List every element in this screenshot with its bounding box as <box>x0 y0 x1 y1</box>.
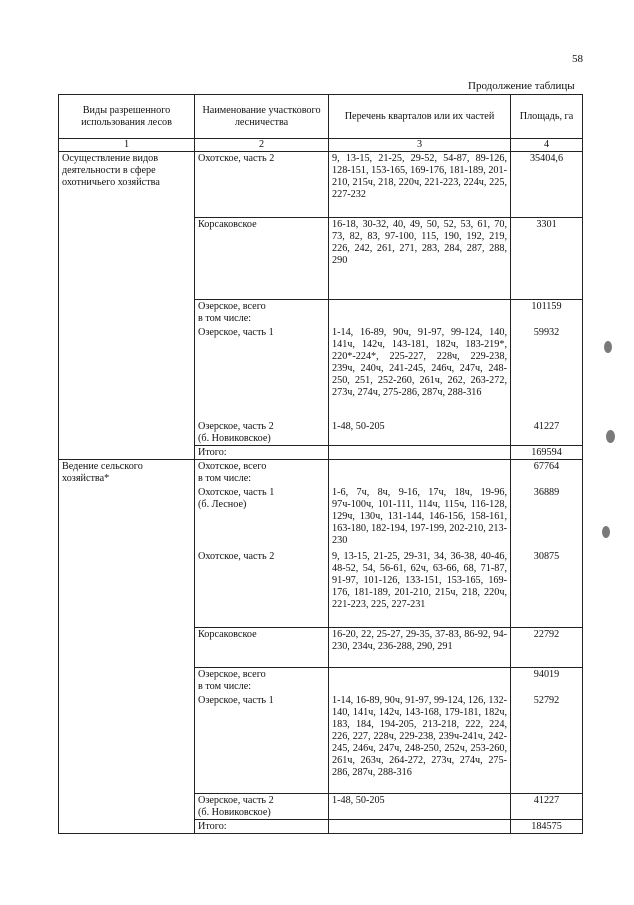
table-row <box>59 152 583 218</box>
quarters-cell: 16-20, 22, 25-27, 29-35, 37-83, 86-92, 94-230, 234ч, 236-288, 290, 291 <box>329 628 511 668</box>
column-number: 4 <box>511 139 583 152</box>
forestry-including-label: в том числе: <box>198 313 252 324</box>
quarters-cell <box>329 300 511 326</box>
forestry-name-cell <box>195 420 329 446</box>
header-use-type: Виды разрешенного использования лесов <box>59 95 195 139</box>
column-number-row <box>59 139 583 152</box>
forestry-name-cell <box>195 300 329 326</box>
forestry-former-name: (б. Новиковское) <box>198 432 271 444</box>
quarters-cell <box>329 460 511 486</box>
quarters-cell: 1-6, 7ч, 8ч, 9-16, 17ч, 18ч, 19-96, 97ч-100ч, 101-111, 114ч, 115ч, 116-128, 129ч, 130ч, 131-144, 146-156, 158-161, 163-180, 182-194, 197-199, 202-210, 213-230 <box>329 486 511 550</box>
forestry-part-name: Охотское, часть 1 <box>198 486 275 498</box>
forestry-including-label: в том числе: <box>198 473 252 484</box>
area-cell: 35404,6 <box>511 152 583 218</box>
area-cell: 41227 <box>511 420 583 446</box>
total-label: Итого: <box>195 820 329 834</box>
header-forestry-name: Наименование участкового лесничества <box>195 95 329 139</box>
total-area: 184575 <box>511 820 583 834</box>
area-cell: 101159 <box>511 300 583 326</box>
area-cell: 41227 <box>511 794 583 820</box>
forestry-name-cell <box>195 668 329 694</box>
forestry-name-cell: Озерское, часть 1 <box>195 694 329 794</box>
forestry-total-name: Озерское, всего <box>198 301 266 312</box>
area-cell: 30875 <box>511 550 583 628</box>
use-type-cell: Осуществление видов деятельности в сфере охотничьего хозяйства <box>59 152 195 460</box>
scan-hole-mark <box>606 430 615 443</box>
forestry-part-name: Озерское, часть 2 <box>198 420 274 432</box>
forestry-former-name: (б. Лесное) <box>198 498 247 510</box>
use-type-cell: Ведение сельского хозяйства* <box>59 460 195 834</box>
area-cell: 94019 <box>511 668 583 694</box>
area-cell: 22792 <box>511 628 583 668</box>
total-label: Итого: <box>195 446 329 460</box>
column-number: 2 <box>195 139 329 152</box>
area-cell: 52792 <box>511 694 583 794</box>
table-header-row <box>59 95 583 139</box>
area-cell: 59932 <box>511 326 583 420</box>
header-quarters-list: Перечень кварталов или их частей <box>329 95 511 139</box>
table-continuation-label: Продолжение таблицы <box>468 80 575 92</box>
forestry-total-name: Охотское, всего <box>198 461 267 472</box>
forestry-former-name: (б. Новиковское) <box>198 807 271 818</box>
quarters-cell: 9, 13-15, 21-25, 29-31, 34, 36-38, 40-46, 48-52, 54, 56-61, 62ч, 63-66, 68, 71-87, 91-97, 101-126, 133-151, 153-165, 169-176, 181-189, 201-210, 215ч, 218, 220ч, 221-223, 225, 227-231 <box>329 550 511 628</box>
total-area: 169594 <box>511 446 583 460</box>
area-cell: 36889 <box>511 486 583 550</box>
page-number: 58 <box>572 53 583 65</box>
scan-hole-mark <box>604 341 612 353</box>
quarters-cell: 1-14, 16-89, 90ч, 91-97, 99-124, 126, 132-140, 141ч, 142ч, 143-168, 179-181, 182ч, 183, 184, 194-205, 213-218, 222, 224, 226, 227, 228ч, 229-238, 239ч-241ч, 242-245, 246ч, 247ч, 248-250, 252ч, 253-260, 261ч, 263ч, 264-272, 273ч, 274ч, 275-286, 287ч, 288-316 <box>329 694 511 794</box>
forest-use-table <box>58 94 583 834</box>
header-area: Площадь, га <box>511 95 583 139</box>
forestry-part-name: Озерское, часть 2 <box>198 795 274 806</box>
forestry-including-label: в том числе: <box>198 681 252 692</box>
forestry-name-cell: Озерское, часть 1 <box>195 326 329 420</box>
quarters-cell: 16-18, 30-32, 40, 49, 50, 52, 53, 61, 70, 73, 82, 83, 97-100, 115, 190, 192, 219, 226, 242, 261, 271, 283, 284, 287, 288, 290 <box>329 218 511 300</box>
quarters-cell <box>329 446 511 460</box>
forestry-name-cell <box>195 486 329 550</box>
table-row <box>59 460 583 486</box>
column-number: 3 <box>329 139 511 152</box>
quarters-cell <box>329 820 511 834</box>
forestry-name-cell <box>195 794 329 820</box>
quarters-cell: 1-48, 50-205 <box>329 794 511 820</box>
forestry-total-name: Озерское, всего <box>198 669 266 680</box>
forestry-name-cell: Охотское, часть 2 <box>195 550 329 628</box>
forestry-name-cell: Корсаковское <box>195 218 329 300</box>
forestry-name-cell <box>195 460 329 486</box>
forestry-name-cell: Охотское, часть 2 <box>195 152 329 218</box>
quarters-cell <box>329 668 511 694</box>
column-number: 1 <box>59 139 195 152</box>
quarters-cell: 1-48, 50-205 <box>329 420 511 446</box>
area-cell: 67764 <box>511 460 583 486</box>
quarters-cell: 9, 13-15, 21-25, 29-52, 54-87, 89-126, 128-151, 153-165, 169-176, 181-189, 201-210, 215ч, 218, 220ч, 221-223, 224ч, 225, 227-232 <box>329 152 511 218</box>
scan-hole-mark <box>602 526 610 538</box>
forestry-name-cell: Корсаковское <box>195 628 329 668</box>
area-cell: 3301 <box>511 218 583 300</box>
quarters-cell: 1-14, 16-89, 90ч, 91-97, 99-124, 140, 141ч, 142ч, 143-181, 182ч, 183-219*, 220*-224*, 225-227, 228ч, 229-238, 239ч, 240ч, 241-245, 246ч, 247ч, 248-250, 251, 252-260, 261ч, 262, 263-272, 273ч, 274ч, 275-286, 287ч, 288-316 <box>329 326 511 420</box>
